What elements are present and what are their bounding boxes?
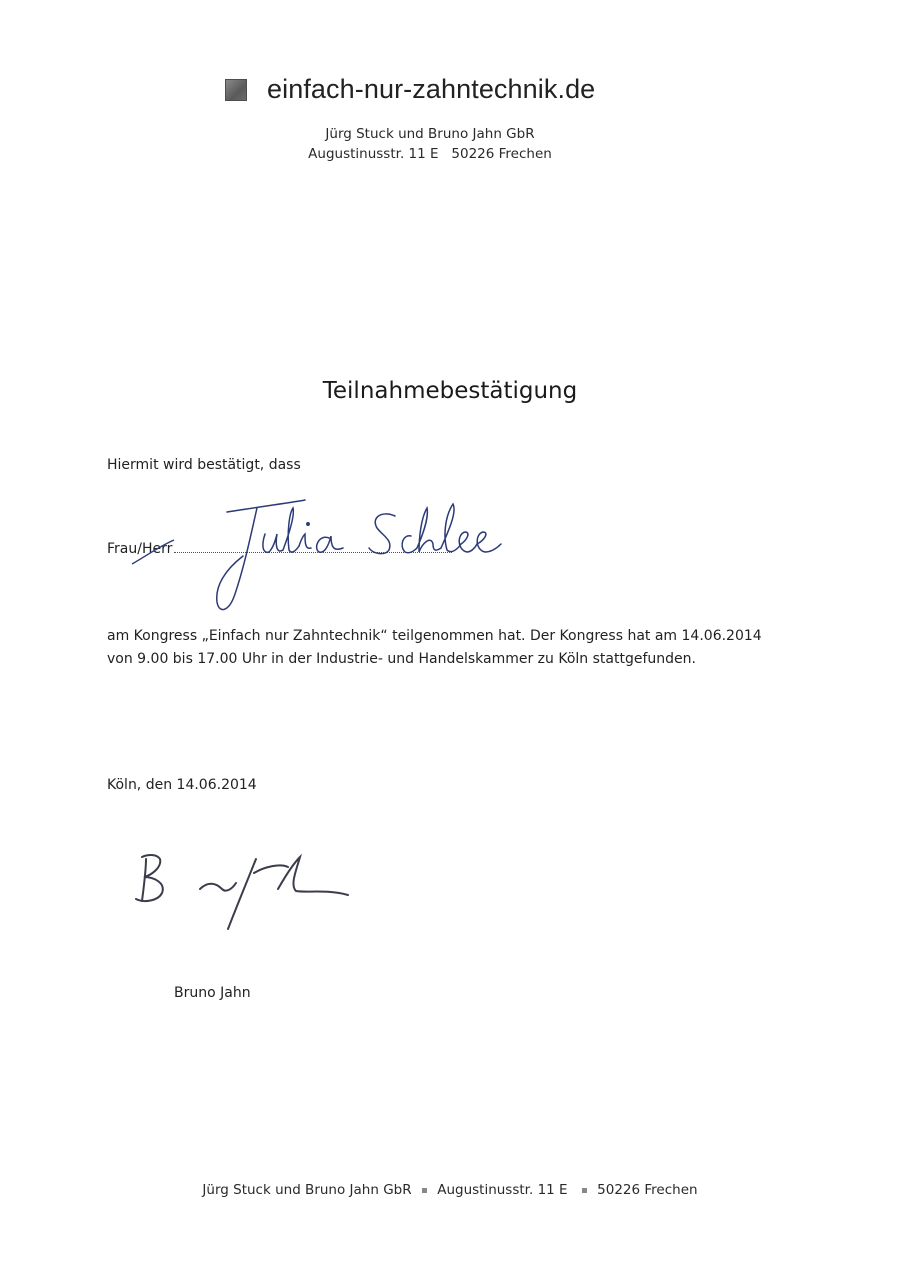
logo <box>225 74 595 105</box>
document-title: Teilnahmebestätigung <box>322 378 578 404</box>
herr-strikethrough <box>128 538 178 568</box>
intro-text: Hiermit wird bestätigt, dass <box>107 457 301 473</box>
participant-name-handwriting <box>205 494 515 619</box>
footer-city: 50226 Frechen <box>597 1182 698 1198</box>
logo-square-icon <box>225 79 247 101</box>
salutation-label: Frau/Herr <box>107 541 173 557</box>
header-address: Augustinusstr. 11 E 50226 Frechen <box>308 146 552 162</box>
footer-company: Jürg Stuck und Bruno Jahn GbR <box>202 1182 412 1198</box>
signatory-name: Bruno Jahn <box>174 985 251 1001</box>
signature-bruno-jahn <box>130 845 360 940</box>
footer-street: Augustinusstr. 11 E <box>437 1182 568 1198</box>
paragraph-line-2: von 9.00 bis 17.00 Uhr in der Industrie- und Handelskammer zu Köln stattgefunden. <box>107 651 696 667</box>
logo-text: einfach-nur-zahntechnik.de <box>267 74 596 104</box>
place-date: Köln, den 14.06.2014 <box>107 777 257 793</box>
paragraph-line-1: am Kongress „Einfach nur Zahntechnik“ teilgenommen hat. Der Kongress hat am 14.06.2014 <box>107 628 762 644</box>
footer <box>0 1182 900 1198</box>
footer-separator-icon <box>582 1188 587 1193</box>
confirmation-paragraph <box>107 625 807 671</box>
header-company: Jürg Stuck und Bruno Jahn GbR <box>325 126 535 142</box>
footer-separator-icon <box>422 1188 427 1193</box>
